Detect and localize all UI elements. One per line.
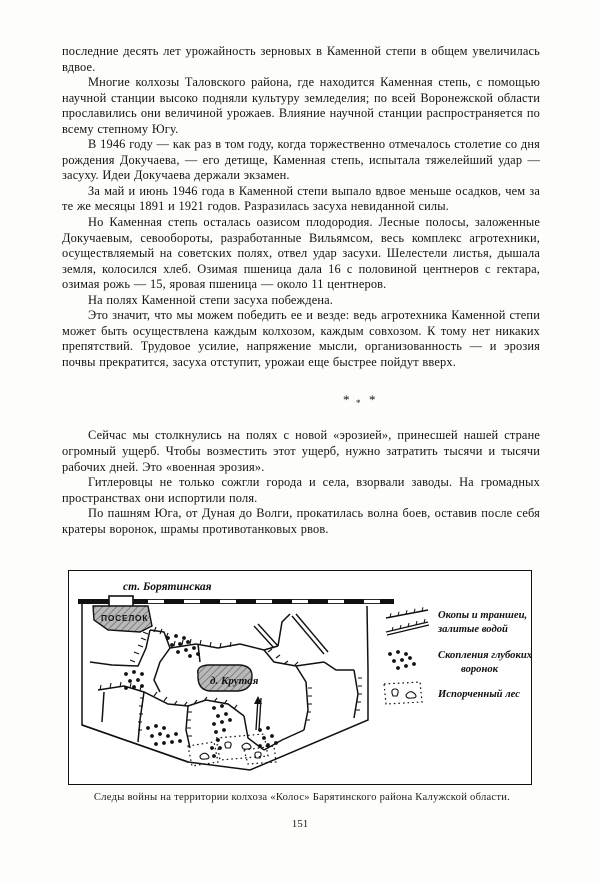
asterism-separator: [62, 392, 540, 410]
asterisk-right: *: [369, 392, 382, 408]
page-number: 151: [291, 818, 309, 830]
legend-label-craters-line2: воронок: [461, 664, 499, 675]
railway-station-label: ст. Борятинская: [123, 581, 212, 593]
water-filled-trenches: [254, 614, 328, 730]
village-label: д. Крутая: [210, 675, 259, 687]
page-body: [62, 44, 540, 537]
asterisk-left: *: [343, 392, 356, 408]
paragraph-may-june: За май и июнь 1946 года в Каменной степи выпало вдвое меньше осадков, чем за те же месяцы 1891 и 1921 годов. Разразилась засуха невиданной силы.: [62, 183, 540, 214]
legend-label-craters-line1: Скопления глубоких: [438, 650, 532, 661]
legend-label-trenches-line1: Окопы и траншеи,: [438, 610, 528, 621]
settlement-label: ПОСЕЛОК: [101, 613, 149, 623]
paragraph-drought-defeated: На полях Каменной степи засуха побеждена.: [88, 292, 334, 307]
legend-symbol-trenches: [386, 607, 429, 635]
crater-cluster: [210, 704, 232, 758]
paragraph-pashnyam: По пашням Юга, от Дуная до Волги, прокатилась волна боев, оставив после себя кратеры воронок, шрамы противотанковых рвов.: [62, 506, 540, 536]
legend-symbol-craters: [388, 650, 416, 670]
paragraph-gitlerovcy: Гитлеровцы не только сожгли города и села, взорвали заводы. На громадных пространствах они испортили поля.: [62, 475, 540, 505]
war-damage-map-figure: [68, 570, 532, 785]
crater-clusters: [124, 634, 278, 758]
map-drawing: [68, 570, 532, 785]
paragraph-continued: последние десять лет урожайность зерновых в Каменной степи в общем увеличилась вдвое.: [62, 44, 540, 74]
asterisk-bottom: *: [356, 398, 367, 409]
paragraph-1946: В 1946 году — как раз в том году, когда торжественно отмечалось столетие со дня рождения Докучаева, — его детище, Каменная степь, испытала тяжелейший удар — засуху. Идеи Докучаева держали экзамен.: [62, 137, 540, 183]
paragraph-oasis: Но Каменная степь осталась оазисом плодородия. Лесные полосы, заложенные Докучаевым, севообороты, разработанные Вильямсом, весь комплекс агротехники, осуществляемый на советских полях, отвел удар засухи. Шелестели листья, дышала земля, колосился хлеб. Озимая пшеница дала 16 с половиной центнеров с гектара, озимая рожь — 15, яровая пшеница — около 11 центнеров.: [62, 215, 540, 292]
map-legend: [384, 607, 532, 704]
paragraph-znachit: Это значит, что мы можем победить ее и везде: ведь агротехника Каменной степи может быть осуществлена каждым колхозом, каждым совхозом. К тому нет никаких препятствий. Трудовое усилие, напряжение мысли, организованность — и эрозия почвы прекратится, засуха отступит, урожаи еще быстрее пойдут вверх.: [62, 308, 540, 369]
paragraph-kolkhozy: Многие колхозы Таловского района, где находится Каменная степь, с помощью научной станции высоко подняли культуру земледелия; по всей Воронежской области прославились они величиной урожаев. Влияние научной станции распространяется по всему степному Югу.: [62, 75, 540, 136]
legend-label-trenches-line2: залитые водой: [438, 624, 508, 635]
legend-label-forest: Испорченный лес: [438, 689, 520, 700]
legend-symbol-forest: [384, 682, 422, 704]
crater-cluster: [124, 670, 144, 690]
crater-cluster: [146, 724, 182, 746]
figure-caption: Следы войны на территории колхоза «Колос» Барятинского района Калужской области.: [93, 792, 511, 803]
paragraph-erozia: Сейчас мы столкнулись на полях с новой «эрозией», принесшей нашей стране огромный ущерб. Чтобы возместить этот ущерб, нужно затратить тысячи и тысячи рабочих дней. Это «военная эрозия».: [62, 428, 540, 474]
